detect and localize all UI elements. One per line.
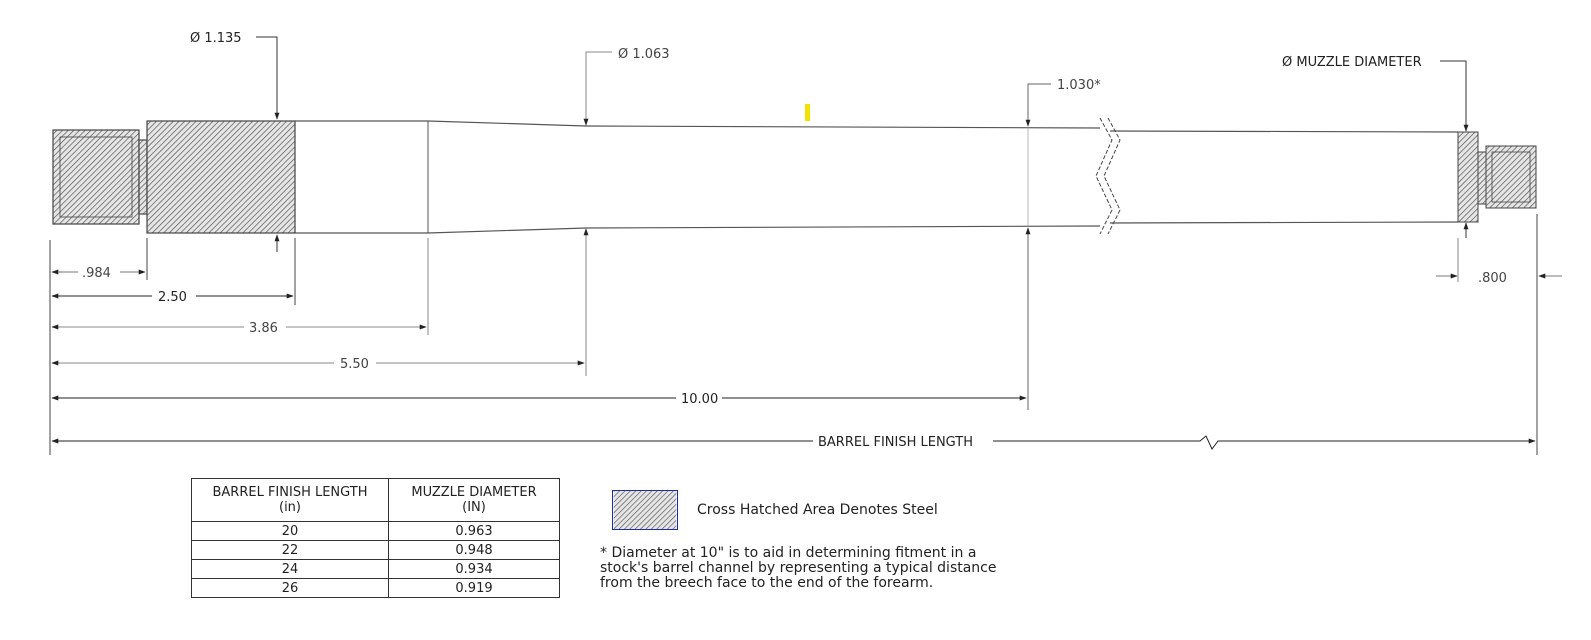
dim-shank-label: 2.50 xyxy=(158,290,187,305)
cell-diameter: 0.963 xyxy=(389,522,560,541)
barrel-outline xyxy=(53,121,1458,233)
table-header-row xyxy=(192,479,560,522)
dim-forearm-label: 10.00 xyxy=(681,392,719,407)
dia-taper-label: Ø 1.063 xyxy=(618,47,670,62)
dim-taper-label: 5.50 xyxy=(340,357,369,372)
dia-muzzle-label: Ø MUZZLE DIAMETER xyxy=(1282,55,1422,70)
dia-taper-callout xyxy=(586,52,612,376)
dim-total xyxy=(52,436,1535,449)
table-row xyxy=(192,579,560,598)
cell-length: 22 xyxy=(192,541,389,560)
cell-length: 26 xyxy=(192,579,389,598)
dim-thread-label: .984 xyxy=(82,266,111,281)
highlight-mark xyxy=(805,104,810,121)
cell-length: 24 xyxy=(192,560,389,579)
cell-length: 20 xyxy=(192,522,389,541)
dim-contour-start-label: 3.86 xyxy=(249,321,278,336)
table-row xyxy=(192,560,560,579)
dia-forearm-callout xyxy=(1028,84,1051,410)
muzzle-end xyxy=(1458,132,1536,222)
cell-diameter: 0.919 xyxy=(389,579,560,598)
header-muzzle-diameter: MUZZLE DIAMETER (IN) xyxy=(389,479,560,522)
cell-diameter: 0.934 xyxy=(389,560,560,579)
hatch-legend-label: Cross Hatched Area Denotes Steel xyxy=(697,502,938,518)
cell-diameter: 0.948 xyxy=(389,541,560,560)
table-row xyxy=(192,522,560,541)
forearm-note: * Diameter at 10" is to aid in determining fitment in a stock's barrel channel by representing a typical distance from the breech face to the end of the forearm. xyxy=(600,545,997,591)
muzzle-diameter-table xyxy=(191,478,560,598)
dim-total-label: BARREL FINISH LENGTH xyxy=(818,435,974,450)
header-barrel-length: BARREL FINISH LENGTH (in) xyxy=(192,479,389,522)
table-row xyxy=(192,541,560,560)
dia-breech-label: Ø 1.135 xyxy=(190,31,242,46)
dia-forearm-label: 1.030* xyxy=(1057,78,1101,93)
break-symbol xyxy=(1096,118,1120,234)
breech-thread xyxy=(53,130,139,224)
hatch-legend-swatch xyxy=(612,490,678,530)
barrel-shank xyxy=(147,121,295,233)
dim-muzzle-thread-label: .800 xyxy=(1478,271,1507,286)
